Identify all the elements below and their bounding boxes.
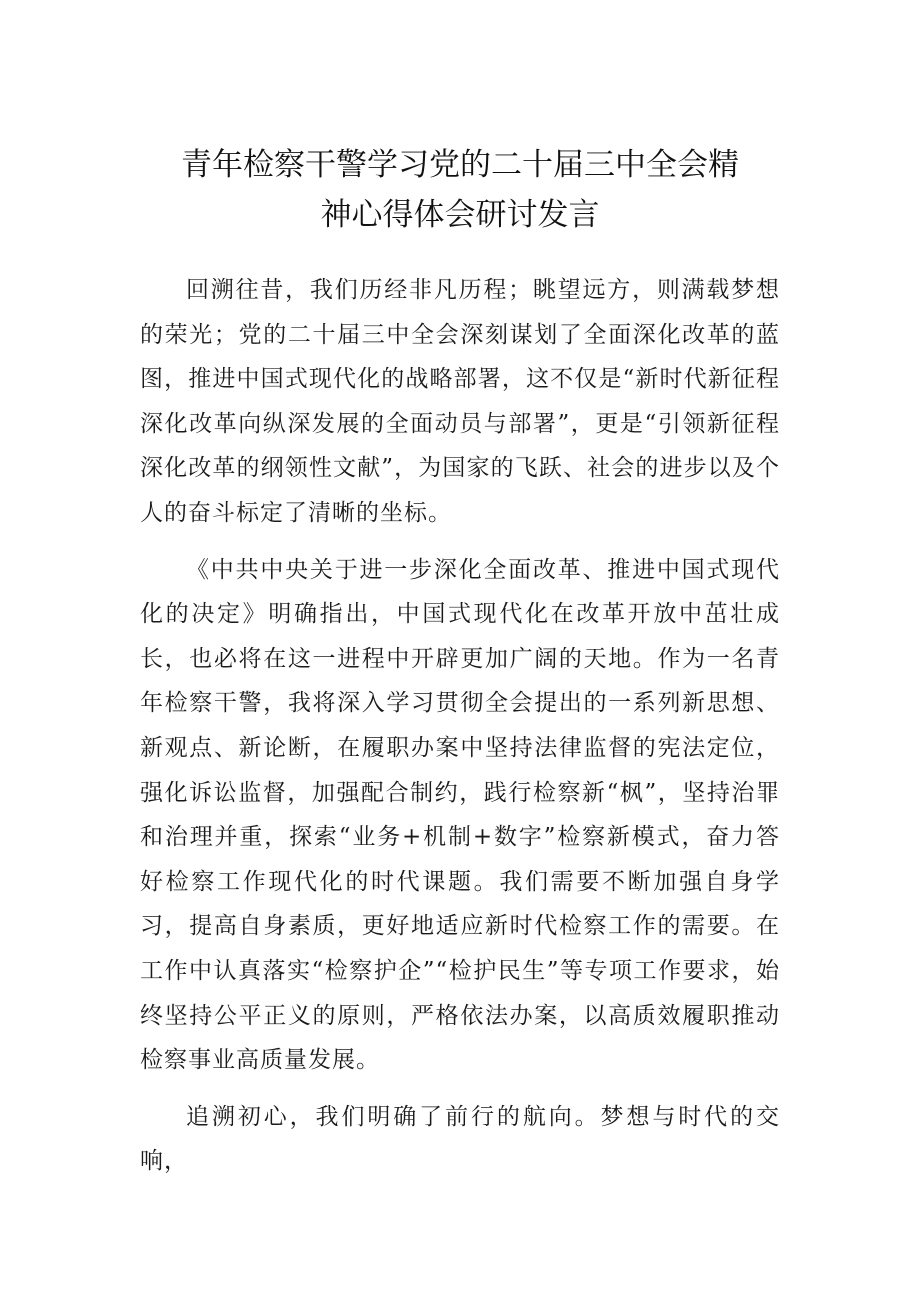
paragraph-1: 回溯往昔，我们历经非凡历程；眺望远方，则满载梦想的荣光；党的二十届三中全会深刻谋划了全面深化改革的蓝图，推进中国式现代化的战略部署，这不仅是“新时代新征程深化改革向纵深发展的全面动员与部署”，更是“引领新征程深化改革的纲领性文献”，为国家的飞跃、社会的进步以及个人的奋斗标定了清晰的坐标。: [140, 277, 780, 526]
title-line-1: 青年检察干警学习党的二十届三中全会精: [181, 147, 739, 183]
paragraph-3: 追溯初心，我们明确了前行的航向。梦想与时代的交响，: [140, 1103, 780, 1175]
title-line-2: 神心得体会研讨发言: [320, 197, 600, 233]
document-body: [140, 268, 780, 1184]
document-title: [100, 140, 820, 240]
paragraph-2: 《中共中央关于进一步深化全面改革、推进中国式现代化的决定》明确指出，中国式现代化在改革开放中茁壮成长，也必将在这一进程中开辟更加广阔的天地。作为一名青年检察干警，我将深入学习贯彻全会提出的一系列新思想、新观点、新论断，在履职办案中坚持法律监督的宪法定位，强化诉讼监督，加强配合制约，践行检察新“枫”，坚持治罪和治理并重，探索“业务+机制+数字”检察新模式，奋力答好检察工作现代化的时代课题。我们需要不断加强自身学习，提高自身素质，更好地适应新时代检察工作的需要。在工作中认真落实“检察护企”“检护民生”等专项工作要求，始终坚持公平正义的原则，严格依法办案，以高质效履职推动检察事业高质量发展。: [140, 556, 780, 1074]
